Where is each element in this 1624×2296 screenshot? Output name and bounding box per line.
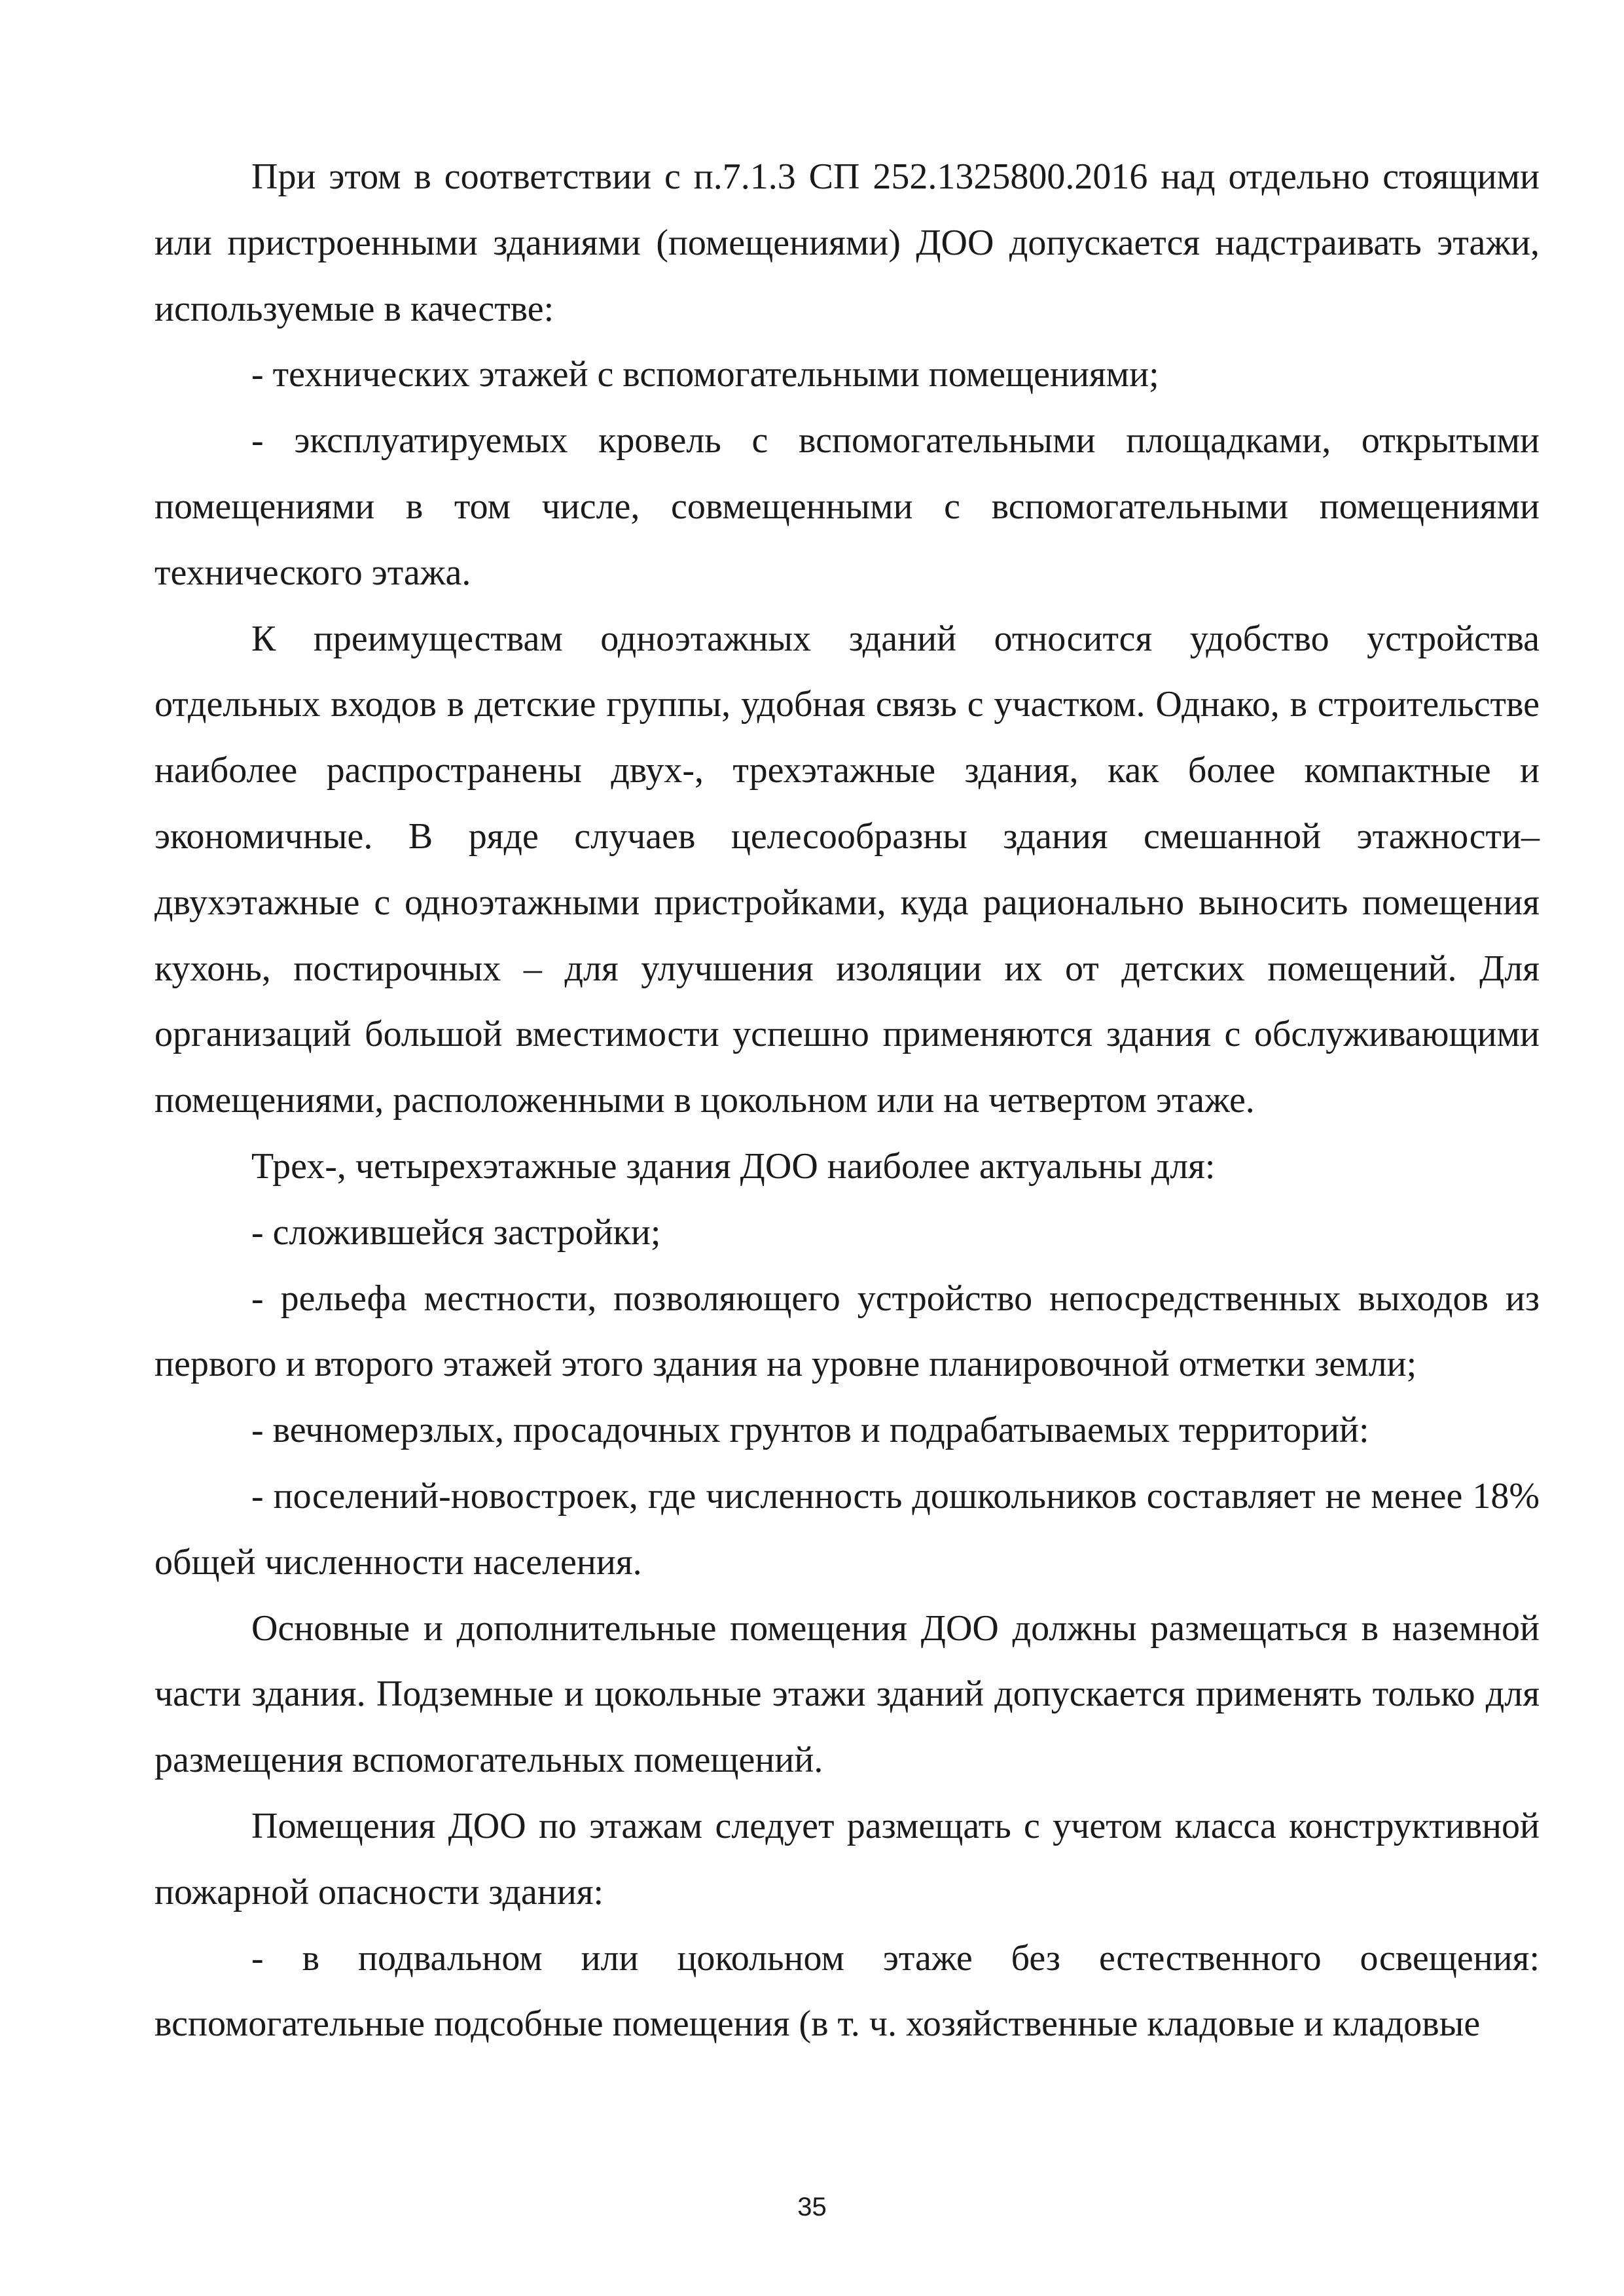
paragraph-2: - технических этажей с вспомогательными помещениями; — [251, 354, 1159, 395]
paragraph-7: - рельефа местности, позволяющего устройство непосредственных выходов из первого и второго этажей этого здания на уровне планировочной отметки земли; — [154, 1278, 1540, 1385]
paragraph-8: - вечномерзлых, просадочных грунтов и подрабатываемых территорий: — [251, 1410, 1369, 1451]
paragraph-10: Основные и дополнительные помещения ДОО должны размещаться в наземной части здания. Подземные и цокольные этажи зданий допускается применять только для размещения вспомогательных помещений. — [154, 1607, 1540, 1781]
paragraph-4: К преимуществам одноэтажных зданий относится удобство устройства отдельных входов в детские группы, удобная связь с участком. Однако, в строительстве наиболее распространены двух-, трехэтажные здания, как более компактные и экономичные. В ряде случаев целесообразны здания смешанной этажности–двухэтажные с одноэтажными пристройками, куда рационально выносить помещения кухонь, постирочных – для улучшения изоляции их от детских помещений. Для организаций большой вместимости успешно применяются здания с обслуживающими помещениями, расположенными в цокольном или на четвертом этаже. — [154, 618, 1540, 1121]
paragraph-11: Помещения ДОО по этажам следует размещать с учетом класса конструктивной пожарной опасности здания: — [154, 1805, 1540, 1912]
paragraph-3: - эксплуатируемых кровель с вспомогательными площадками, открытыми помещениями в том числе, совмещенными с вспомогательными помещениями технического этажа. — [154, 420, 1540, 593]
paragraph-9: - поселений-новостроек, где численность дошкольников составляет не менее 18% общей численности населения. — [154, 1475, 1540, 1583]
document-body — [154, 144, 1540, 2057]
page-number: 35 — [797, 2193, 827, 2221]
paragraph-6: - сложившейся застройки; — [251, 1211, 661, 1253]
paragraph-12: - в подвальном или цокольном этаже без естественного освещения: вспомогательные подсобные помещения (в т. ч. хозяйственные кладовые и кладовые — [154, 1937, 1540, 2045]
paragraph-1: При этом в соответствии с п.7.1.3 СП 252.1325800.2016 над отдельно стоящими или пристроенными зданиями (помещениями) ДОО допускается надстраивать этажи, используемые в качестве: — [154, 156, 1540, 329]
paragraph-5: Трех-, четырехэтажные здания ДОО наиболее актуальны для: — [251, 1145, 1216, 1187]
